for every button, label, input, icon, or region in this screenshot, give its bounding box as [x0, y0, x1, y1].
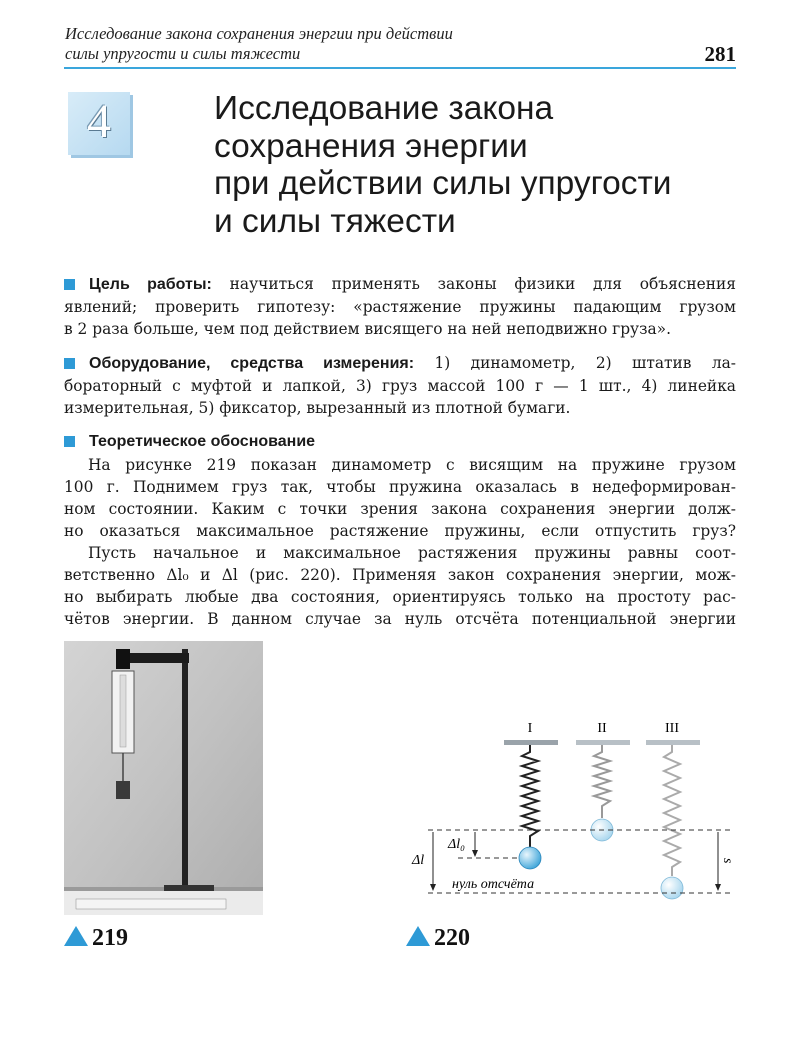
s-arrowhead	[715, 884, 721, 891]
dl0-label: Δl₀	[448, 837, 465, 852]
chapter-title	[214, 90, 754, 240]
equipment-text: измерительная, 5) фиксатор, вырезанный из плотной бумаги.	[64, 399, 571, 417]
triangle-marker-icon	[406, 926, 430, 946]
dynamometer-photo	[64, 641, 263, 915]
spring-label-3: III	[665, 721, 679, 736]
goal-label: Цель работы:	[89, 276, 212, 293]
equipment-text: 1) динамометр, 2) штатив ла-	[414, 354, 736, 372]
goal-text: явлений; проверить гипотезу: «растяжение пружины падающим грузом	[64, 298, 736, 316]
theory-heading: Теоретическое обоснование	[64, 433, 315, 451]
dl-arrowhead	[430, 884, 436, 891]
figure-label-220: 220	[406, 925, 470, 952]
triangle-marker-icon	[64, 926, 88, 946]
running-head-line-1: Исследование закона сохранения энергии при действии	[65, 24, 453, 43]
support-bar	[646, 740, 700, 745]
goal-section	[64, 273, 736, 340]
theory-paragraph-1: На рисунке 219 показан динамометр с висящим на пружине грузом 100 г. Поднимем груз так, чтобы пружина оказалась в недеформирован- ном состоянии. Каким с точки зрения закона сохранения энергии долж- но оказаться максимальное растяжение пружины, если отпустить груз?	[64, 456, 736, 540]
spring-1	[522, 745, 538, 848]
weight-ball-1	[519, 847, 541, 869]
spring-diagram	[400, 700, 750, 910]
spring-label-1: I	[527, 721, 533, 736]
chapter-title-line: сохранения энергии	[214, 127, 528, 165]
square-bullet-icon	[64, 358, 75, 369]
support-bar	[504, 740, 558, 745]
square-bullet-icon	[64, 436, 75, 447]
chapter-title-line: и силы тяжести	[214, 202, 456, 240]
goal-text: научиться применять законы физики для объяснения	[211, 275, 737, 293]
spring-3	[664, 745, 680, 876]
goal-text: в 2 раза больше, чем под действием висящего на ней неподвижно груза».	[64, 320, 671, 338]
header-rule	[64, 67, 736, 69]
zero-level-label: нуль отсчёта	[452, 877, 535, 892]
square-bullet-icon	[64, 279, 75, 290]
chapter-title-line: Исследование закона	[214, 90, 554, 127]
dl-label: Δl	[412, 853, 425, 868]
chapter-number-box	[68, 92, 130, 155]
dl0-arrowhead	[472, 850, 478, 857]
running-head-line-2: силы упругости и силы тяжести	[65, 44, 301, 63]
equipment-section	[64, 352, 736, 419]
equipment-label: Оборудование, средства измерения:	[89, 355, 415, 372]
running-head	[65, 24, 665, 64]
chapter-title-line: при действии силы упругости	[214, 165, 672, 202]
equipment-text: бораторный с муфтой и лапкой, 3) груз массой 100 г — 1 шт., 4) линейка	[64, 377, 736, 395]
spring-label-2: II	[597, 721, 607, 736]
page-number: 281	[704, 42, 736, 66]
weight-ball-3	[661, 877, 683, 899]
chapter-number: 4	[87, 95, 111, 148]
s-label: s	[720, 858, 735, 864]
support-bar	[576, 740, 630, 745]
spring-2	[594, 745, 610, 818]
figure-label-219: 219	[64, 925, 128, 952]
theory-paragraph-2: Пусть начальное и максимальное растяжения пружины равны соот- ветственно Δl₀ и Δl (рис. 220). Применяя закон сохранения энергии, мож- но выбирать любые два состояния, ориентируясь только на простоту рас- чётов энергии. В данном случае за нуль отсчёта потенциальной энергии	[64, 544, 736, 628]
